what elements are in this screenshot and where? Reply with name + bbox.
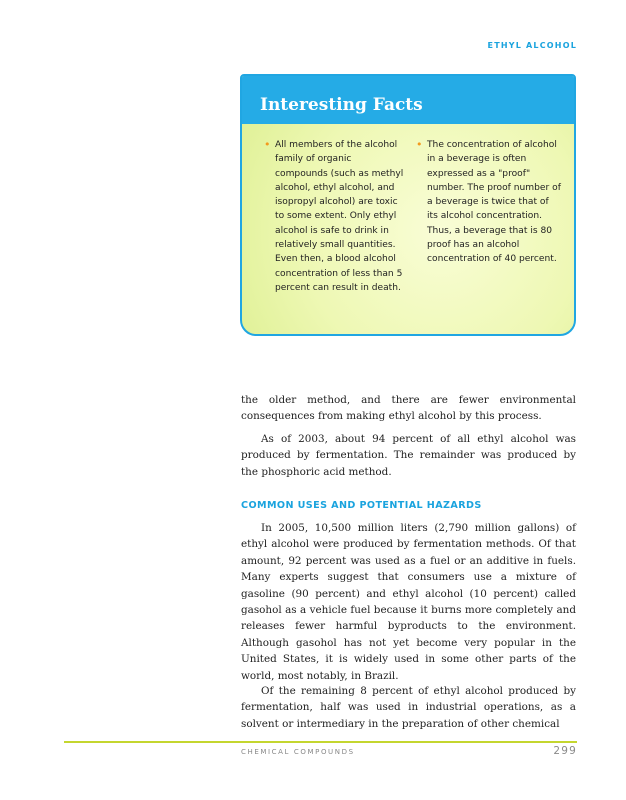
page-number: 299 [553, 745, 577, 757]
running-head: ETHYL ALCOHOL [487, 41, 577, 50]
footer-rule [64, 741, 577, 743]
body-paragraph: the older method, and there are fewer environmental consequences from making ethyl alcohol by this process. [241, 394, 576, 423]
footer-book-title: CHEMICAL COMPOUNDS [241, 748, 355, 756]
section-heading: COMMON USES AND POTENTIAL HAZARDS [241, 500, 482, 511]
interesting-facts-box [240, 74, 576, 336]
fact-item [416, 138, 561, 267]
body-paragraph: As of 2003, about 94 percent of all ethyl alcohol was produced by fermentation. The remainder was produced by the phosphoric acid method. [241, 433, 576, 478]
bullet-icon: • [416, 138, 423, 151]
fact-text: The concentration of alcohol in a beverage is often expressed as a "proof" number. The proof number of a beverage is twice that of its alcohol concentration. Thus, a beverage that is 80 proof has an alcohol concentration of 40 percent. [427, 140, 561, 265]
facts-title: Interesting Facts [260, 95, 423, 115]
body-paragraph: Of the remaining 8 percent of ethyl alcohol produced by fermentation, half was used in industrial operations, as a solvent or intermediary in the preparation of other chemical [241, 685, 576, 730]
facts-header [242, 76, 574, 124]
bullet-icon: • [264, 138, 271, 151]
fact-text: All members of the alcohol family of organic compounds (such as methyl alcohol, ethyl alcohol, and isopropyl alcohol) are toxic to some extent. Only ethyl alcohol is safe to drink in relatively small quantities. Even then, a blood alcohol concentration of less than 5 percent can result in death. [275, 140, 404, 293]
body-paragraph: In 2005, 10,500 million liters (2,790 million gallons) of ethyl alcohol were produced by fermentation methods. Of that amount, 92 percent was used as a fuel or an additive in fuels. Many experts suggest that consumers use a mixture of gasoline (90 percent) and ethyl alcohol (10 percent) called gasohol as a vehicle fuel because it burns more completely and releases fewer harmful byproducts to the environment. Although gasohol has not yet become very popular in the United States, it is widely used in some other parts of the world, most notably, in Brazil. [241, 522, 576, 682]
fact-item [264, 138, 407, 295]
